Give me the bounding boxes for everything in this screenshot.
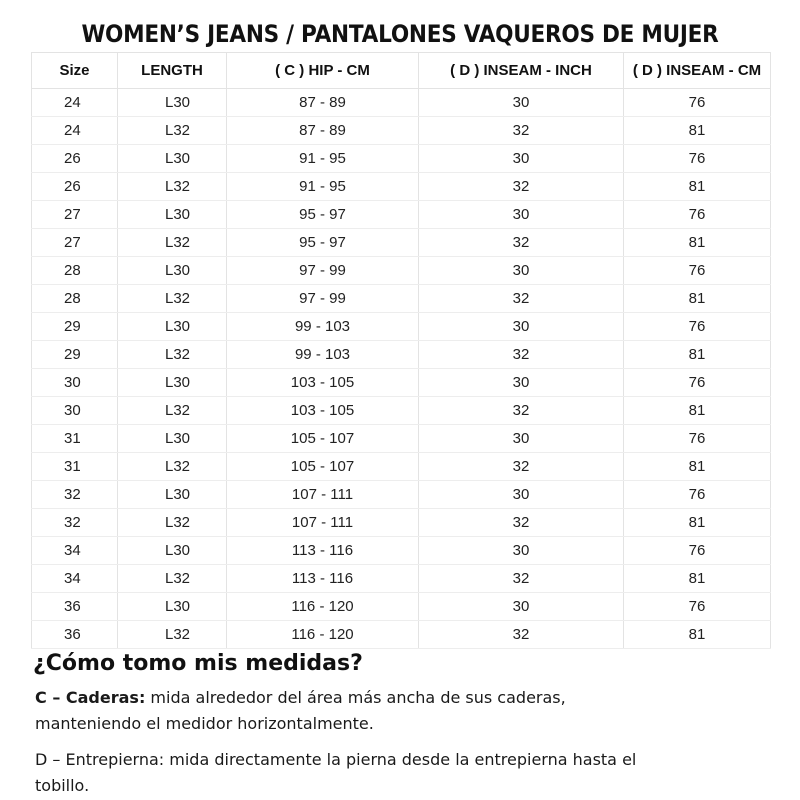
table-row	[32, 593, 771, 621]
cell-hip-cm: 107 - 111	[227, 509, 419, 537]
cell-size: 29	[32, 313, 118, 341]
cell-length: L32	[118, 509, 227, 537]
cell-inseam-cm: 76	[624, 369, 771, 397]
cell-length: L32	[118, 397, 227, 425]
cell-inseam-inch: 30	[419, 369, 624, 397]
table-row	[32, 621, 771, 649]
table-row	[32, 369, 771, 397]
cell-inseam-inch: 30	[419, 593, 624, 621]
cell-hip-cm: 87 - 89	[227, 89, 419, 117]
hip-term: C – Caderas:	[35, 688, 146, 707]
cell-inseam-inch: 32	[419, 509, 624, 537]
cell-length: L30	[118, 313, 227, 341]
cell-hip-cm: 91 - 95	[227, 145, 419, 173]
cell-hip-cm: 116 - 120	[227, 621, 419, 649]
cell-size: 36	[32, 621, 118, 649]
cell-length: L30	[118, 145, 227, 173]
cell-inseam-inch: 32	[419, 397, 624, 425]
cell-inseam-cm: 81	[624, 397, 771, 425]
table-header-row	[32, 53, 771, 89]
cell-inseam-inch: 30	[419, 481, 624, 509]
cell-length: L30	[118, 89, 227, 117]
cell-hip-cm: 113 - 116	[227, 537, 419, 565]
cell-inseam-inch: 30	[419, 89, 624, 117]
hip-instruction	[35, 685, 655, 737]
cell-inseam-cm: 81	[624, 453, 771, 481]
cell-inseam-cm: 76	[624, 593, 771, 621]
cell-size: 30	[32, 397, 118, 425]
cell-size: 36	[32, 593, 118, 621]
cell-size: 24	[32, 117, 118, 145]
cell-length: L30	[118, 537, 227, 565]
table-row	[32, 313, 771, 341]
cell-hip-cm: 103 - 105	[227, 397, 419, 425]
cell-hip-cm: 113 - 116	[227, 565, 419, 593]
table-body	[32, 89, 771, 649]
cell-inseam-inch: 32	[419, 173, 624, 201]
cell-size: 26	[32, 145, 118, 173]
cell-inseam-inch: 32	[419, 229, 624, 257]
cell-inseam-cm: 81	[624, 509, 771, 537]
table-row	[32, 145, 771, 173]
cell-size: 32	[32, 481, 118, 509]
cell-inseam-inch: 32	[419, 285, 624, 313]
header-inseam-inch: ( D ) INSEAM - INCH	[419, 53, 624, 89]
cell-size: 27	[32, 201, 118, 229]
cell-length: L32	[118, 621, 227, 649]
cell-inseam-cm: 81	[624, 117, 771, 145]
cell-inseam-inch: 30	[419, 257, 624, 285]
cell-inseam-inch: 30	[419, 145, 624, 173]
cell-inseam-cm: 76	[624, 145, 771, 173]
cell-inseam-cm: 76	[624, 201, 771, 229]
cell-inseam-cm: 81	[624, 229, 771, 257]
table-row	[32, 537, 771, 565]
cell-length: L30	[118, 201, 227, 229]
table-row	[32, 397, 771, 425]
cell-inseam-cm: 76	[624, 313, 771, 341]
table-row	[32, 89, 771, 117]
header-inseam-cm: ( D ) INSEAM - CM	[624, 53, 771, 89]
cell-inseam-inch: 32	[419, 621, 624, 649]
cell-inseam-cm: 81	[624, 341, 771, 369]
cell-size: 28	[32, 285, 118, 313]
cell-size: 30	[32, 369, 118, 397]
cell-hip-cm: 99 - 103	[227, 341, 419, 369]
table-row	[32, 481, 771, 509]
table-row	[32, 509, 771, 537]
cell-hip-cm: 107 - 111	[227, 481, 419, 509]
page-title: WOMEN’S JEANS / PANTALONES VAQUEROS DE MUJER	[81, 20, 719, 49]
cell-size: 28	[32, 257, 118, 285]
instructions-heading: ¿Cómo tomo mis medidas?	[33, 651, 363, 676]
cell-inseam-cm: 81	[624, 173, 771, 201]
cell-hip-cm: 116 - 120	[227, 593, 419, 621]
cell-inseam-inch: 30	[419, 201, 624, 229]
table-row	[32, 257, 771, 285]
cell-hip-cm: 103 - 105	[227, 369, 419, 397]
cell-hip-cm: 105 - 107	[227, 453, 419, 481]
table-row	[32, 453, 771, 481]
cell-length: L32	[118, 117, 227, 145]
cell-inseam-cm: 81	[624, 565, 771, 593]
cell-inseam-inch: 30	[419, 425, 624, 453]
cell-inseam-inch: 30	[419, 537, 624, 565]
cell-size: 34	[32, 537, 118, 565]
cell-inseam-inch: 32	[419, 117, 624, 145]
cell-size: 34	[32, 565, 118, 593]
header-size: Size	[32, 53, 118, 89]
cell-length: L30	[118, 593, 227, 621]
cell-inseam-cm: 76	[624, 537, 771, 565]
table-row	[32, 565, 771, 593]
table-row	[32, 285, 771, 313]
cell-inseam-inch: 32	[419, 565, 624, 593]
cell-hip-cm: 87 - 89	[227, 117, 419, 145]
cell-inseam-cm: 76	[624, 481, 771, 509]
cell-hip-cm: 99 - 103	[227, 313, 419, 341]
cell-hip-cm: 97 - 99	[227, 285, 419, 313]
table-row	[32, 117, 771, 145]
cell-length: L32	[118, 173, 227, 201]
table-row	[32, 341, 771, 369]
table-row	[32, 229, 771, 257]
cell-hip-cm: 95 - 97	[227, 201, 419, 229]
cell-inseam-cm: 76	[624, 89, 771, 117]
cell-size: 31	[32, 453, 118, 481]
cell-length: L32	[118, 285, 227, 313]
cell-size: 29	[32, 341, 118, 369]
size-chart-table	[31, 52, 771, 649]
cell-hip-cm: 105 - 107	[227, 425, 419, 453]
cell-size: 26	[32, 173, 118, 201]
header-length: LENGTH	[118, 53, 227, 89]
table-row	[32, 201, 771, 229]
inseam-instruction	[35, 747, 655, 799]
cell-inseam-cm: 76	[624, 425, 771, 453]
hip-text: mida alrededor del área más ancha de sus caderas, manteniendo el medidor horizontalmente.	[35, 688, 566, 733]
cell-inseam-cm: 81	[624, 285, 771, 313]
cell-inseam-inch: 30	[419, 313, 624, 341]
cell-length: L30	[118, 257, 227, 285]
cell-hip-cm: 95 - 97	[227, 229, 419, 257]
cell-hip-cm: 91 - 95	[227, 173, 419, 201]
cell-size: 27	[32, 229, 118, 257]
cell-length: L32	[118, 229, 227, 257]
cell-inseam-cm: 76	[624, 257, 771, 285]
cell-inseam-inch: 32	[419, 453, 624, 481]
cell-length: L30	[118, 369, 227, 397]
cell-length: L30	[118, 481, 227, 509]
inseam-term: D – Entrepierna:	[35, 750, 165, 769]
cell-size: 32	[32, 509, 118, 537]
cell-length: L32	[118, 453, 227, 481]
cell-hip-cm: 97 - 99	[227, 257, 419, 285]
table-row	[32, 425, 771, 453]
header-hip-cm: ( C ) HIP - CM	[227, 53, 419, 89]
table-row	[32, 173, 771, 201]
cell-inseam-inch: 32	[419, 341, 624, 369]
cell-inseam-cm: 81	[624, 621, 771, 649]
cell-size: 31	[32, 425, 118, 453]
cell-length: L32	[118, 565, 227, 593]
cell-size: 24	[32, 89, 118, 117]
cell-length: L30	[118, 425, 227, 453]
inseam-text: mida directamente la pierna desde la entrepierna hasta el tobillo.	[35, 750, 637, 795]
cell-length: L32	[118, 341, 227, 369]
